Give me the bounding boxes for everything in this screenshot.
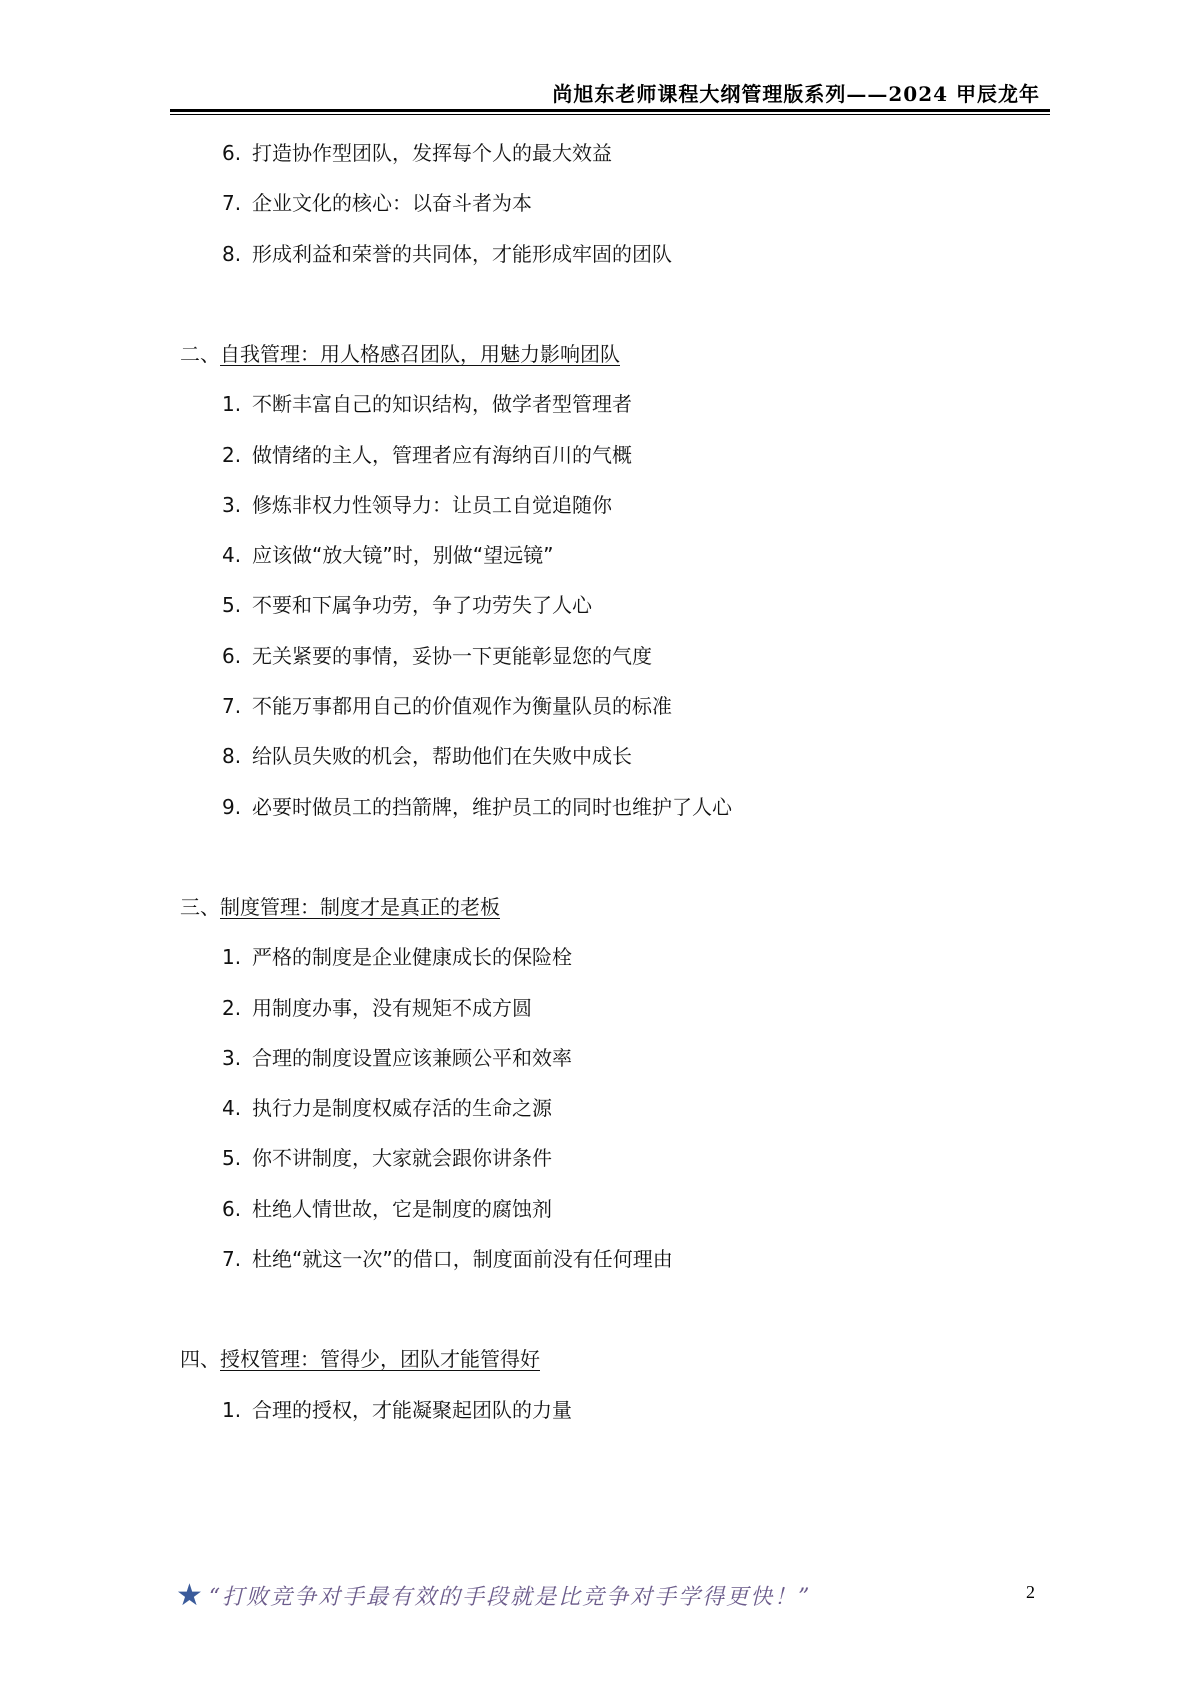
section-number: 三、 xyxy=(180,894,220,919)
list-item-number: 1. xyxy=(222,1397,242,1422)
footer-quote-block xyxy=(176,1578,811,1613)
list-item-number: 6. xyxy=(222,141,242,165)
list-item xyxy=(222,1196,552,1222)
list-item xyxy=(222,743,632,769)
list-item-text: 合理的授权，才能凝聚起团队的力量 xyxy=(252,1397,572,1422)
list-item xyxy=(222,995,532,1021)
page-number: 2 xyxy=(1026,1582,1035,1602)
list-item xyxy=(222,542,553,568)
list-item-text: 打造协作型团队，发挥每个人的最大效益 xyxy=(252,141,612,165)
list-item-number: 5. xyxy=(222,1146,242,1171)
list-item-number: 5. xyxy=(222,593,242,618)
list-item xyxy=(222,1145,552,1171)
list-item-number: 8. xyxy=(222,241,242,266)
list-item xyxy=(222,794,732,820)
list-item-number: 9. xyxy=(222,794,242,819)
list-item-number: 6. xyxy=(222,1196,242,1221)
list-item-number: 7. xyxy=(222,191,242,216)
list-item-number: 6. xyxy=(222,643,242,668)
section-heading xyxy=(180,1346,540,1372)
list-item-number: 7. xyxy=(222,1247,242,1271)
list-item-text: 不断丰富自己的知识结构，做学者型管理者 xyxy=(252,392,632,417)
header-rule-thin xyxy=(170,114,1050,115)
list-item-text: 做情绪的主人，管理者应有海纳百川的气概 xyxy=(252,442,632,467)
list-item-text: 企业文化的核心：以奋斗者为本 xyxy=(252,191,532,216)
list-item xyxy=(222,1095,552,1121)
list-item-text: 应该做“放大镜”时，别做“望远镜” xyxy=(252,543,554,568)
section-number: 二、 xyxy=(180,341,220,366)
list-item xyxy=(222,442,632,468)
list-item xyxy=(222,1045,572,1071)
star-icon: ★ xyxy=(176,1578,203,1613)
list-item-number: 3. xyxy=(222,1045,242,1070)
header-title: 尚旭东老师课程大纲管理版系列——2024 甲辰龙年 xyxy=(552,82,1040,106)
list-item-number: 2. xyxy=(222,442,242,467)
header-rule xyxy=(170,109,1050,112)
list-item-number: 7. xyxy=(222,694,242,718)
list-item-number: 8. xyxy=(222,744,242,769)
list-item-text: 执行力是制度权威存活的生命之源 xyxy=(252,1096,552,1121)
list-item-text: 修炼非权力性领导力：让员工自觉追随你 xyxy=(252,492,612,517)
list-item-text: 形成利益和荣誉的共同体，才能形成牢固的团队 xyxy=(252,241,672,266)
list-item xyxy=(222,391,632,417)
list-item-text: 杜绝“就这一次”的借口，制度面前没有任何理由 xyxy=(252,1247,673,1271)
list-item xyxy=(222,1397,572,1423)
list-item-number: 4. xyxy=(222,543,242,568)
list-item-number: 2. xyxy=(222,995,242,1020)
list-item xyxy=(222,944,572,970)
section-title: 授权管理：管得少，团队才能管得好 xyxy=(220,1347,540,1372)
list-item-text: 不能万事都用自己的价值观作为衡量队员的标准 xyxy=(252,694,672,718)
list-item-text: 必要时做员工的挡箭牌，维护员工的同时也维护了人心 xyxy=(252,794,732,819)
list-item xyxy=(222,140,612,166)
list-item xyxy=(222,693,672,719)
list-item xyxy=(222,643,652,669)
list-item-text: 不要和下属争功劳，争了功劳失了人心 xyxy=(252,593,592,618)
list-item-text: 合理的制度设置应该兼顾公平和效率 xyxy=(252,1045,572,1070)
list-item xyxy=(222,492,612,518)
list-item-text: 无关紧要的事情，妥协一下更能彰显您的气度 xyxy=(252,643,652,668)
list-item-text: 给队员失败的机会，帮助他们在失败中成长 xyxy=(252,744,632,769)
list-item-number: 3. xyxy=(222,492,242,517)
list-item-text: 用制度办事，没有规矩不成方圆 xyxy=(252,995,532,1020)
list-item xyxy=(222,1246,673,1272)
section-heading xyxy=(180,894,500,920)
section-title: 自我管理：用人格感召团队，用魅力影响团队 xyxy=(220,341,620,366)
list-item-number: 1. xyxy=(222,945,242,970)
list-item-text: 严格的制度是企业健康成长的保险栓 xyxy=(252,945,572,970)
section-title: 制度管理：制度才是真正的老板 xyxy=(220,894,500,919)
list-item-number: 1. xyxy=(222,392,242,417)
list-item-text: 你不讲制度，大家就会跟你讲条件 xyxy=(252,1146,552,1171)
section-number: 四、 xyxy=(180,1347,220,1372)
list-item xyxy=(222,190,532,216)
list-item xyxy=(222,241,672,267)
list-item-text: 杜绝人情世故，它是制度的腐蚀剂 xyxy=(252,1196,552,1221)
list-item-number: 4. xyxy=(222,1096,242,1121)
list-item xyxy=(222,592,592,618)
section-heading xyxy=(180,341,620,367)
footer-quote: “打败竞争对手最有效的手段就是比竞争对手学得更快！” xyxy=(208,1585,812,1610)
